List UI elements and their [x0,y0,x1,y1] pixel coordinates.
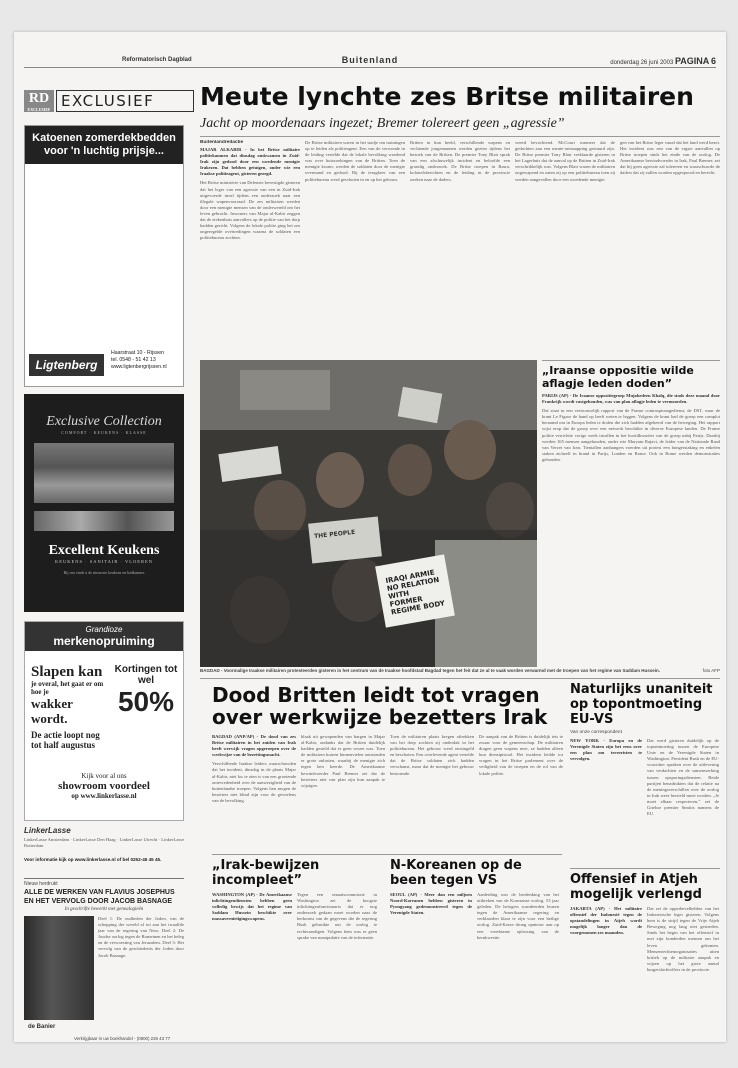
ad-footer: Verkrijgbaar in uw boekhandel - (0800) 226 43 77 [74,1036,171,1041]
main-subheadline: Jacht op moordenaars ingezet; Bremer tolereert geen „agressie” [200,116,565,131]
sidebar-article: „Iraanse oppositie wilde aflagje leden doden” PARIJS (AP) - De Iraanse oppositiegroep Mujahedeen Khalq, die sinds deze maand door Frankrijk wordt vastgehouden, was van plan aflagje leden te vermoorden. Dat staat in een vertrouwelijk rapport van de Franse contraspionagedienst, de DST, waar de krant Le Figaro de hand op heeft weten te leggen. Volgens de krant had de groep een complot beraamd om in Europa leden te doden die zich hadden afgekeerd van de beweging. Het rapport wijst erop dat de groep over een netwerk beschikte in diverse Europese landen. De Franse politie verrichtte vorige week invallen in het hoofdkwartier van de groep nabij Parijs. Daarbij werden 165 mensen aangehouden, onder wie Maryam Rajavi, de leider van de Nationale Raad van Verzet van Iran. Tientallen aanhangers voerden uit protest een hongerstaking en enkelen staken zichzelf in brand in Parijs, Londen en Rome. Ook in Rome werden demonstraties gehouden. [542,360,720,670]
ad-label: Nieuw herdrukt [24,878,184,887]
main-col-4: weerd bevochtend. McCourt wanneer dat de gedachten aan een meute-ontsnapping gestuurd zijn. De Britse premier Tony Blair verklaarde gisteren in het Lagerhuis dat de aanval op de Britten in Zuid-Irak verschrikkelijk was. Volgens Blair waren de militairen ongewapend en zaten zij op een politiebureau toen zij werden aangevallen door een woedende menigte. [515,140,615,182]
newspaper-name: Reformatorisch Dagblad [122,57,192,63]
section-title: Buitenland [341,55,399,65]
ad-sub: In geschrifte bewerkt met genealogieën [64,907,144,912]
linkerlasse-logo: LinkerLasse [24,826,71,835]
ad-title: ALLE DE WERKEN VAN FLAVIUS JOSEPHUS EN HET VERVOLG DOOR JACOB BASNAGE [24,889,175,905]
ad-left-text: Slapen kan je overal, het gaat er om hoe je wakker wordt. De actie loopt nog tot half augustus [31,664,104,750]
eu-article: Naturlijks unaniteit op topontmoeting EU-VS Van onze correspondent NEW YORK - Europa en de Verenigde Staten zijn het eens over een plan om terroristen te vervolgen. Dat werd gisteren duidelijk op de topontmoeting tussen de Europese Unie en de Verenigde Staten in Washington. President Bush en de EU-voorzitter spraken over de uitlevering van verdachten en de samenwerking tussen opsporingsdiensten. Beide partijen benadrukten dat de relatie na de meningsverschillen over de oorlog in Irak weer hersteld moet worden. „Je moet elkaar respecteren,” zei de Griekse premier Simitis namens de EU. [570,682,719,817]
dood-col-4: De aanpak van de Britten is duidelijk iets te zwaar voor de gemeenschap. De militairen dragen geen wapens mee, ze hadden alleen hun dienstpistool. Het incident leidde tot vragen in het Britse parlement over de veiligheid van de troepen en de rol van de lokale politie. [479,734,563,776]
ad-excellent-keukens[interactable] [24,394,184,612]
ad-linkerlasse[interactable] [24,621,184,821]
photo-caption: BAGDAD - Voormalige Iraakse militairen protesteerden gisteren in het centrum van de Iraakse hoofdstad Bagdad tegen het feit dat ze al te vaak worden verwarmd met de troepen van het regime van Saddam Hussein. foto AFP [200,668,720,673]
page-header [24,52,716,68]
ad-address: Haarstraat 10 - Rijssen tel. 0548 - 51 42 13 www.ligtenbergrijssen.nl [111,350,167,370]
kitchen-photo-strip [34,511,174,531]
main-col-2: De Britse militairen waren in het stadje om trainingen op te leiden als politieagent. Een van de verwonde in de leiding vertelde dat de lokale bevolking woedend was over huiszoekingen van de Britten. Toen de menigte kwam, werden de soldaten door de menigte overmand en gedood. Bij de terugkeer van een politiebureau werd geschoten in en op het gebouw. [305,140,405,182]
kitchen-photo [34,443,174,503]
rd-logo: RD EXCLUSIEF [24,90,54,112]
main-col-5: gen van het Britse leger vanaf dat het land werd bezet. Het incident was een van de ergste aanvallen op Britse troepen sinds het einde van de oorlog. De Amerikaanse bewindvoerder in Irak, Paul Bremer, zei dat hij geen agressie zal tolereren en waarschuwde de daders dat zij zullen worden opgespoord en berecht. [620,140,720,176]
book-photo [24,916,94,1020]
nkorea-article: N-Koreanen op de been tegen VS SEOUL (AP) - Meer dan een miljoen Noord-Koreanen hebben gisteren in Pyongyang gedemonstreerd tegen de Verenigde Staten. Aanleiding was de herdenking van het uitbreken van de Koreaanse oorlog, 53 jaar geleden. De betogers scandeerden leuzen tegen de Amerikaanse regering en verklaarden klaar te zijn voor een heilige oorlog. Zuid-Korea drong opnieuw aan op een vreedzame oplossing van de kernkwestie. [390,858,559,940]
atjeh-article: Offensief in Atjeh mogelijk verlengd JAKARTA (AP) - Het militaire offensief der Indonesië tegen de opstandelingen in Atjeh wordt mogelijk langer dan de voorgenomen zes maanden. Dat zei de opperbevelhebber van het Indonesische leger gisteren. Volgens hem is de strijd tegen de Vrije Atjeh Beweging nog lang niet gestreden. Sinds het begin van het offensief in mei zijn honderden mensen om het leven gekomen. Mensenrechtenorganisaties uiten kritiek op de militaire aanpak en wijzen op het grote aantal burgerslachtoffers in de provincie. [570,872,719,972]
main-headline: Meute lynchte zes Britse militairen [200,82,694,111]
ad-footer: Voor informatie kijk op www.linkerlasse.nl of bel 0252-45 45 45. [24,857,162,862]
dood-col-2: blaak uit gewapenden van bargen in Majar al-Kabir, ondanks dat de Britten duidelijk hadden gesteld dat er geen verzet was. Toen de militairen huizen binnenvielen ontstonden er grote onlusten, waarbij de menigte zich tegen hen keerde. De Amerikaanse bewindvoerder Paul Bremer zei dat de bezetters niet van plan zijn hun aanpak te wijzigen. [301,734,385,788]
main-col-3: Britten in hun beeld, verschillende wapens en vechtende jongemannen werden gezien tijdens het bezoek van de Britten. De premier Tony Blair sprak van een afschuwelijk incident en beloofde een grondig onderzoek. De Britse troepen in Basra, kolonelsberichten en de leiding in de provincie zoeken naar de daders. [410,140,510,182]
dood-britten-headline: Dood Britten leidt tot vragen over werkwijze bezetters Irak [212,683,548,729]
main-col-1: Buitenlandredactie MAJAR ALKABIR - In het Britse militaire politiekamnen dat dinsdag omkwamen in Zuid-Irak zijn gedood door een woedende menigte Irakezen. Dat hebben getuigen, onder wie een Iraakse politieagent, gisteren gezegd. Het Britse ministerie van Defensie bevestigde gisteren dat het leger van een agressie van een in Zuid-Irak uitgevoerde inval tijdens een onderzoek naar een illegale wapenvoorraad. De zes militairen werden door een menigte mensen van de onderwereld om het leven gebracht. Inwoners van Majar al-Kabir zeggen dat de ziekenhuis aanvallers op de politie van het dorp hadden gericht. Volgens de lokale politie ging het om ongeregelde overtredingen waarna de soldaten een politiebureau zochten. [200,140,300,241]
newspaper-page [14,32,726,1042]
ad-linkerlasse-footer: LinkerLasse LinkerLasse Amsterdam · LinkerLasse Den Haag · LinkerLasse Utrecht · LinkerLasse Rotterdam Voor informatie kijk op www.linkerlasse.nl of bel 0252-45 45 45. [24,826,184,862]
ad-bottom-text: Kijk voor al ons showroom voordeel op www.linkerlasse.nl [58,772,150,800]
publisher-logo: de Banier [28,1024,56,1030]
ad-discount: Kortingen tot wel 50% [114,664,178,717]
ad-collection-title: Exclusive Collection [46,414,162,429]
ad-brand: Excellent Keukens [48,543,160,558]
dood-col-3: Toen de militairen plaats kregen aftrekken van het dorp zochten zij onderdak in het politiebureau. Het gebouw werd omsingeld en beschoten. Een overlevende agent vertelde dat de Britse soldaten zich hadden verschanst, maar dat de menigte het gebouw bestormde. [390,734,474,776]
protest-sign-2: THE PEOPLE [313,528,356,541]
ad-collection-sub: COMFORT · KEUKENS · KLASSE [61,430,147,435]
ligtenberg-logo: Ligtenberg [29,354,104,376]
ad-banner: Grandioze merkenopruiming [25,622,183,651]
ad-ligtenberg[interactable] [24,125,184,387]
protest-sign-1: IRAQI ARMIE NO RELATION WITH FORMER REGIME BODY [384,568,446,617]
date-page: donderdag 26 juni 2003 PAGINA 6 [610,56,716,66]
protest-photo [200,360,537,667]
bewijzen-article: „Irak-bewijzen incompleet” WASHINGTON (AP) - De Amerikaanse inlichtingendiensten hebben geen volledig bewijs dat het regime van Saddam Hussein beschikte over massavernietigingswapens. Tegen een senaatscommissie in Washington zei de hoogste inlichtingenfunctionaris dat er nog onderzoek gedaan moet worden naar de herkomst van de gegevens die de regering Bush gebruikte om de oorlog te rechtvaardigen. Volgens hem was er geen sprake van manipulatie van de informatie. [212,858,377,940]
ad-brand-sub: KEUKENS · SANITAIR · VLOEREN [54,559,154,564]
eu-headline: Naturlijks unaniteit op topontmoeting EU-VS [570,682,713,727]
exclusief-label: EXCLUSIEF [56,90,194,112]
ad-josephus[interactable]: Nieuw herdrukt ALLE DE WERKEN VAN FLAVIUS JOSEPHUS EN HET VERVOLG DOOR JACOB BASNAGE In geschrifte bewerkt met genealogieën Deel 1: De oudheden der Joden, van de schepping der wereld af tot aan het twaalfde jaar van de regering van Nero. Deel 2: De Joodse oorlog tegen de Romeinen en het beleg en de verwoesting van Jeruzalem. Deel 3: Het vervolg van de geschiedenis der Joden door Jacob Basnage. de Banier Verkrijgbaar in uw boekhandel - (0800) 226 43 77 [24,878,184,1042]
ad-headline: Katoenen zomerdekbedden voor 'n luchtig prijsje... [25,126,183,164]
dood-col-1: BAGDAD (ANP/AP) - De dood van zes Britse militairen in het zuiden van Irak heeft werwijk vragen opgeroepen over de werkwijze van de bezettingsmacht. Verschillende Iraakse leiders waarschuwden dat het incident, dinsdag in de plaats Majar al-Kabir, niet los te zien is van een groeiende ontevredenheid over de aanwezigheid van de buitenlandse troepen. Volgens hen mogen de bezetters niet blind zijn voor de gevoelens van de bevolking. [212,734,296,803]
ad-small-text: Bij ons vindt u de nieuwste keukens en badkamers [63,570,145,575]
